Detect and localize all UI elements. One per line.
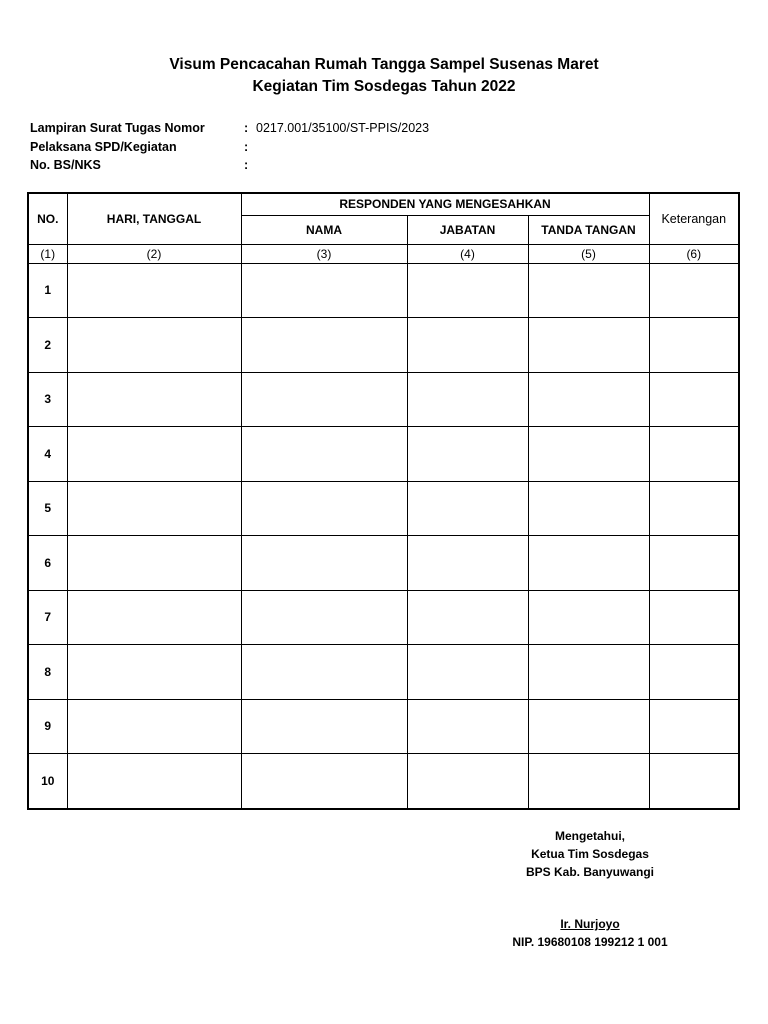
nama-cell[interactable]	[241, 481, 407, 536]
hari-tanggal-cell[interactable]	[67, 699, 241, 754]
hari-tanggal-cell[interactable]	[67, 372, 241, 427]
nama-cell[interactable]	[241, 699, 407, 754]
lampiran-label: Lampiran Surat Tugas Nomor	[30, 121, 205, 135]
tanda-tangan-cell[interactable]	[528, 699, 649, 754]
nama-cell[interactable]	[241, 754, 407, 809]
keterangan-cell[interactable]	[649, 645, 739, 700]
jabatan-cell[interactable]	[407, 372, 528, 427]
header-nama: NAMA	[241, 215, 407, 244]
jabatan-cell[interactable]	[407, 536, 528, 591]
row-number-cell: 2	[28, 318, 67, 373]
signature-mengetahui: Mengetahui,	[554, 829, 625, 843]
keterangan-cell[interactable]	[649, 481, 739, 536]
nobs-label: No. BS/NKS	[30, 158, 101, 172]
table-row	[28, 372, 739, 427]
nama-cell[interactable]	[241, 372, 407, 427]
nobs-colon: :	[244, 158, 249, 172]
keterangan-cell[interactable]	[649, 590, 739, 645]
jabatan-cell[interactable]	[407, 699, 528, 754]
tanda-tangan-cell[interactable]	[528, 590, 649, 645]
nama-cell[interactable]	[241, 263, 407, 318]
table-row	[28, 318, 739, 373]
header-no: NO.	[28, 193, 67, 244]
jabatan-cell[interactable]	[407, 481, 528, 536]
tanda-tangan-cell[interactable]	[528, 481, 649, 536]
hari-tanggal-cell[interactable]	[67, 427, 241, 482]
table-row	[28, 699, 739, 754]
tanda-tangan-cell[interactable]	[528, 318, 649, 373]
jabatan-cell[interactable]	[407, 318, 528, 373]
row-number-cell: 3	[28, 372, 67, 427]
keterangan-cell[interactable]	[649, 699, 739, 754]
column-number: (4)	[407, 244, 528, 263]
jabatan-cell[interactable]	[407, 427, 528, 482]
keterangan-cell[interactable]	[649, 536, 739, 591]
row-number-cell: 8	[28, 645, 67, 700]
table-row	[28, 645, 739, 700]
tanda-tangan-cell[interactable]	[528, 372, 649, 427]
jabatan-cell[interactable]	[407, 263, 528, 318]
table-row	[28, 590, 739, 645]
keterangan-cell[interactable]	[649, 427, 739, 482]
signature-nip: NIP. 19680108 199212 1 001	[512, 935, 668, 949]
signature-instansi: BPS Kab. Banyuwangi	[525, 865, 655, 879]
pelaksana-colon: :	[244, 140, 249, 154]
nama-cell[interactable]	[241, 318, 407, 373]
nama-cell[interactable]	[241, 590, 407, 645]
keterangan-cell[interactable]	[649, 372, 739, 427]
jabatan-cell[interactable]	[407, 590, 528, 645]
column-number-row	[28, 244, 739, 263]
jabatan-cell[interactable]	[407, 645, 528, 700]
lampiran-colon: :	[244, 121, 249, 135]
header-hari-tanggal: HARI, TANGGAL	[67, 193, 241, 244]
row-number-cell: 4	[28, 427, 67, 482]
tanda-tangan-cell[interactable]	[528, 536, 649, 591]
header-tanda-tangan: TANDA TANGAN	[528, 215, 649, 244]
tanda-tangan-cell[interactable]	[528, 754, 649, 809]
hari-tanggal-cell[interactable]	[67, 590, 241, 645]
row-number-cell: 10	[28, 754, 67, 809]
header-keterangan: Keterangan	[649, 193, 739, 244]
signature-nama: Ir. Nurjoyo	[560, 917, 620, 931]
column-number: (2)	[67, 244, 241, 263]
column-number: (5)	[528, 244, 649, 263]
keterangan-cell[interactable]	[649, 263, 739, 318]
keterangan-cell[interactable]	[649, 754, 739, 809]
signature-jabatan: Ketua Tim Sosdegas	[531, 847, 649, 861]
pelaksana-label: Pelaksana SPD/Kegiatan	[30, 140, 177, 154]
header-responden-group: RESPONDEN YANG MENGESAHKAN	[241, 193, 649, 215]
hari-tanggal-cell[interactable]	[67, 263, 241, 318]
row-number-cell: 1	[28, 263, 67, 318]
row-number-cell: 5	[28, 481, 67, 536]
column-number: (6)	[649, 244, 739, 263]
visum-table	[27, 192, 740, 810]
nama-cell[interactable]	[241, 536, 407, 591]
table-row	[28, 263, 739, 318]
document-title-line2: Kegiatan Tim Sosdegas Tahun 2022	[252, 78, 516, 95]
row-number-cell: 7	[28, 590, 67, 645]
tanda-tangan-cell[interactable]	[528, 427, 649, 482]
column-number: (1)	[28, 244, 67, 263]
column-number: (3)	[241, 244, 407, 263]
lampiran-value: 0217.001/35100/ST-PPIS/2023	[256, 121, 430, 135]
table-row	[28, 481, 739, 536]
hari-tanggal-cell[interactable]	[67, 754, 241, 809]
row-number-cell: 6	[28, 536, 67, 591]
tanda-tangan-cell[interactable]	[528, 263, 649, 318]
hari-tanggal-cell[interactable]	[67, 536, 241, 591]
hari-tanggal-cell[interactable]	[67, 318, 241, 373]
nama-cell[interactable]	[241, 427, 407, 482]
table-row	[28, 754, 739, 809]
hari-tanggal-cell[interactable]	[67, 645, 241, 700]
table-row	[28, 536, 739, 591]
header-jabatan: JABATAN	[407, 215, 528, 244]
jabatan-cell[interactable]	[407, 754, 528, 809]
nama-cell[interactable]	[241, 645, 407, 700]
tanda-tangan-cell[interactable]	[528, 645, 649, 700]
row-number-cell: 9	[28, 699, 67, 754]
hari-tanggal-cell[interactable]	[67, 481, 241, 536]
document-title-line1: Visum Pencacahan Rumah Tangga Sampel Susenas Maret	[169, 56, 599, 73]
keterangan-cell[interactable]	[649, 318, 739, 373]
table-row	[28, 427, 739, 482]
